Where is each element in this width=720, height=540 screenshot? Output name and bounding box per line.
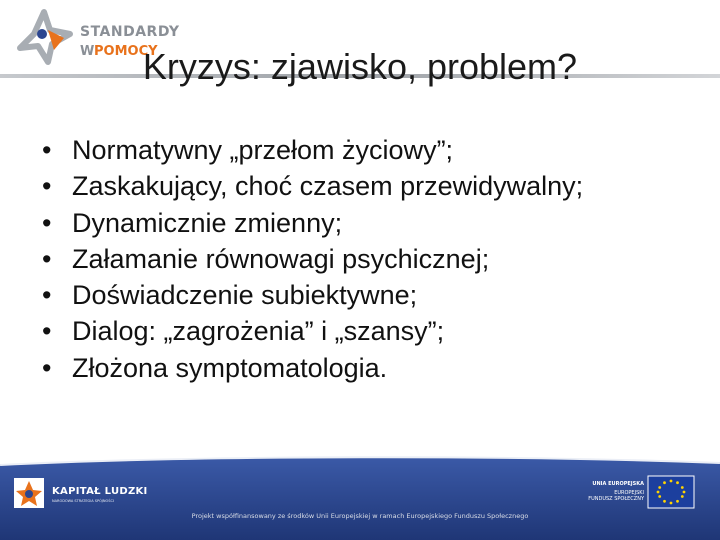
kapital-ludzki-emblem-icon [14,478,44,508]
bullet-dot: • [42,207,52,238]
bullet-text: Złożona symptomatologia. [72,352,388,383]
bullet-text: Dynamicznie zmienny; [72,207,343,238]
bullet-dot: • [42,171,52,202]
bullet-item [40,168,583,204]
kapital-ludzki-subtitle: NARODOWA STRATEGIA SPÓJNOŚCI [52,499,114,503]
bullet-dot: • [42,316,52,347]
slide-title: Kryzys: zjawisko, problem? [142,46,578,87]
eu-subtitle: EUROPEJSKI FUNDUSZ SPOŁECZNY [588,490,644,502]
bullet-item [40,132,583,168]
bullet-text: Doświadczenie subiektywne; [72,280,418,311]
logo-line2: POMOCY [94,44,158,59]
bullet-text: Normatywny „przełom życiowy”; [72,135,454,165]
bullet-dot: • [42,135,52,165]
bullet-text: Załamanie równowagi psychicznej; [72,243,490,274]
bullet-item [40,277,583,313]
logo-w: W [80,44,95,59]
logo-line1: STANDARDY [80,24,180,40]
bullet-dot: • [42,243,52,274]
bullet-dot: • [42,352,52,383]
bullet-text: Dialog: „zagrożenia” i „szansy”; [72,316,445,347]
bullet-item [40,241,583,277]
cofinancing-note: Projekt współfinansowany ze środków Unii Europejskiej w ramach Europejskiego Funduszu Społecznego [191,512,529,520]
bullet-text: Zaskakujący, choć czasem przewidywalny; [72,171,584,202]
bullet-item [40,205,583,241]
bullet-dot: • [42,280,52,311]
eu-title: UNIA EUROPEJSKA [592,481,644,487]
bullet-list [40,132,583,386]
eu-flag-icon [648,476,694,508]
kapital-ludzki-title: KAPITAŁ LUDZKI [52,486,148,497]
bullet-item [40,313,583,349]
bullet-item [40,350,583,386]
